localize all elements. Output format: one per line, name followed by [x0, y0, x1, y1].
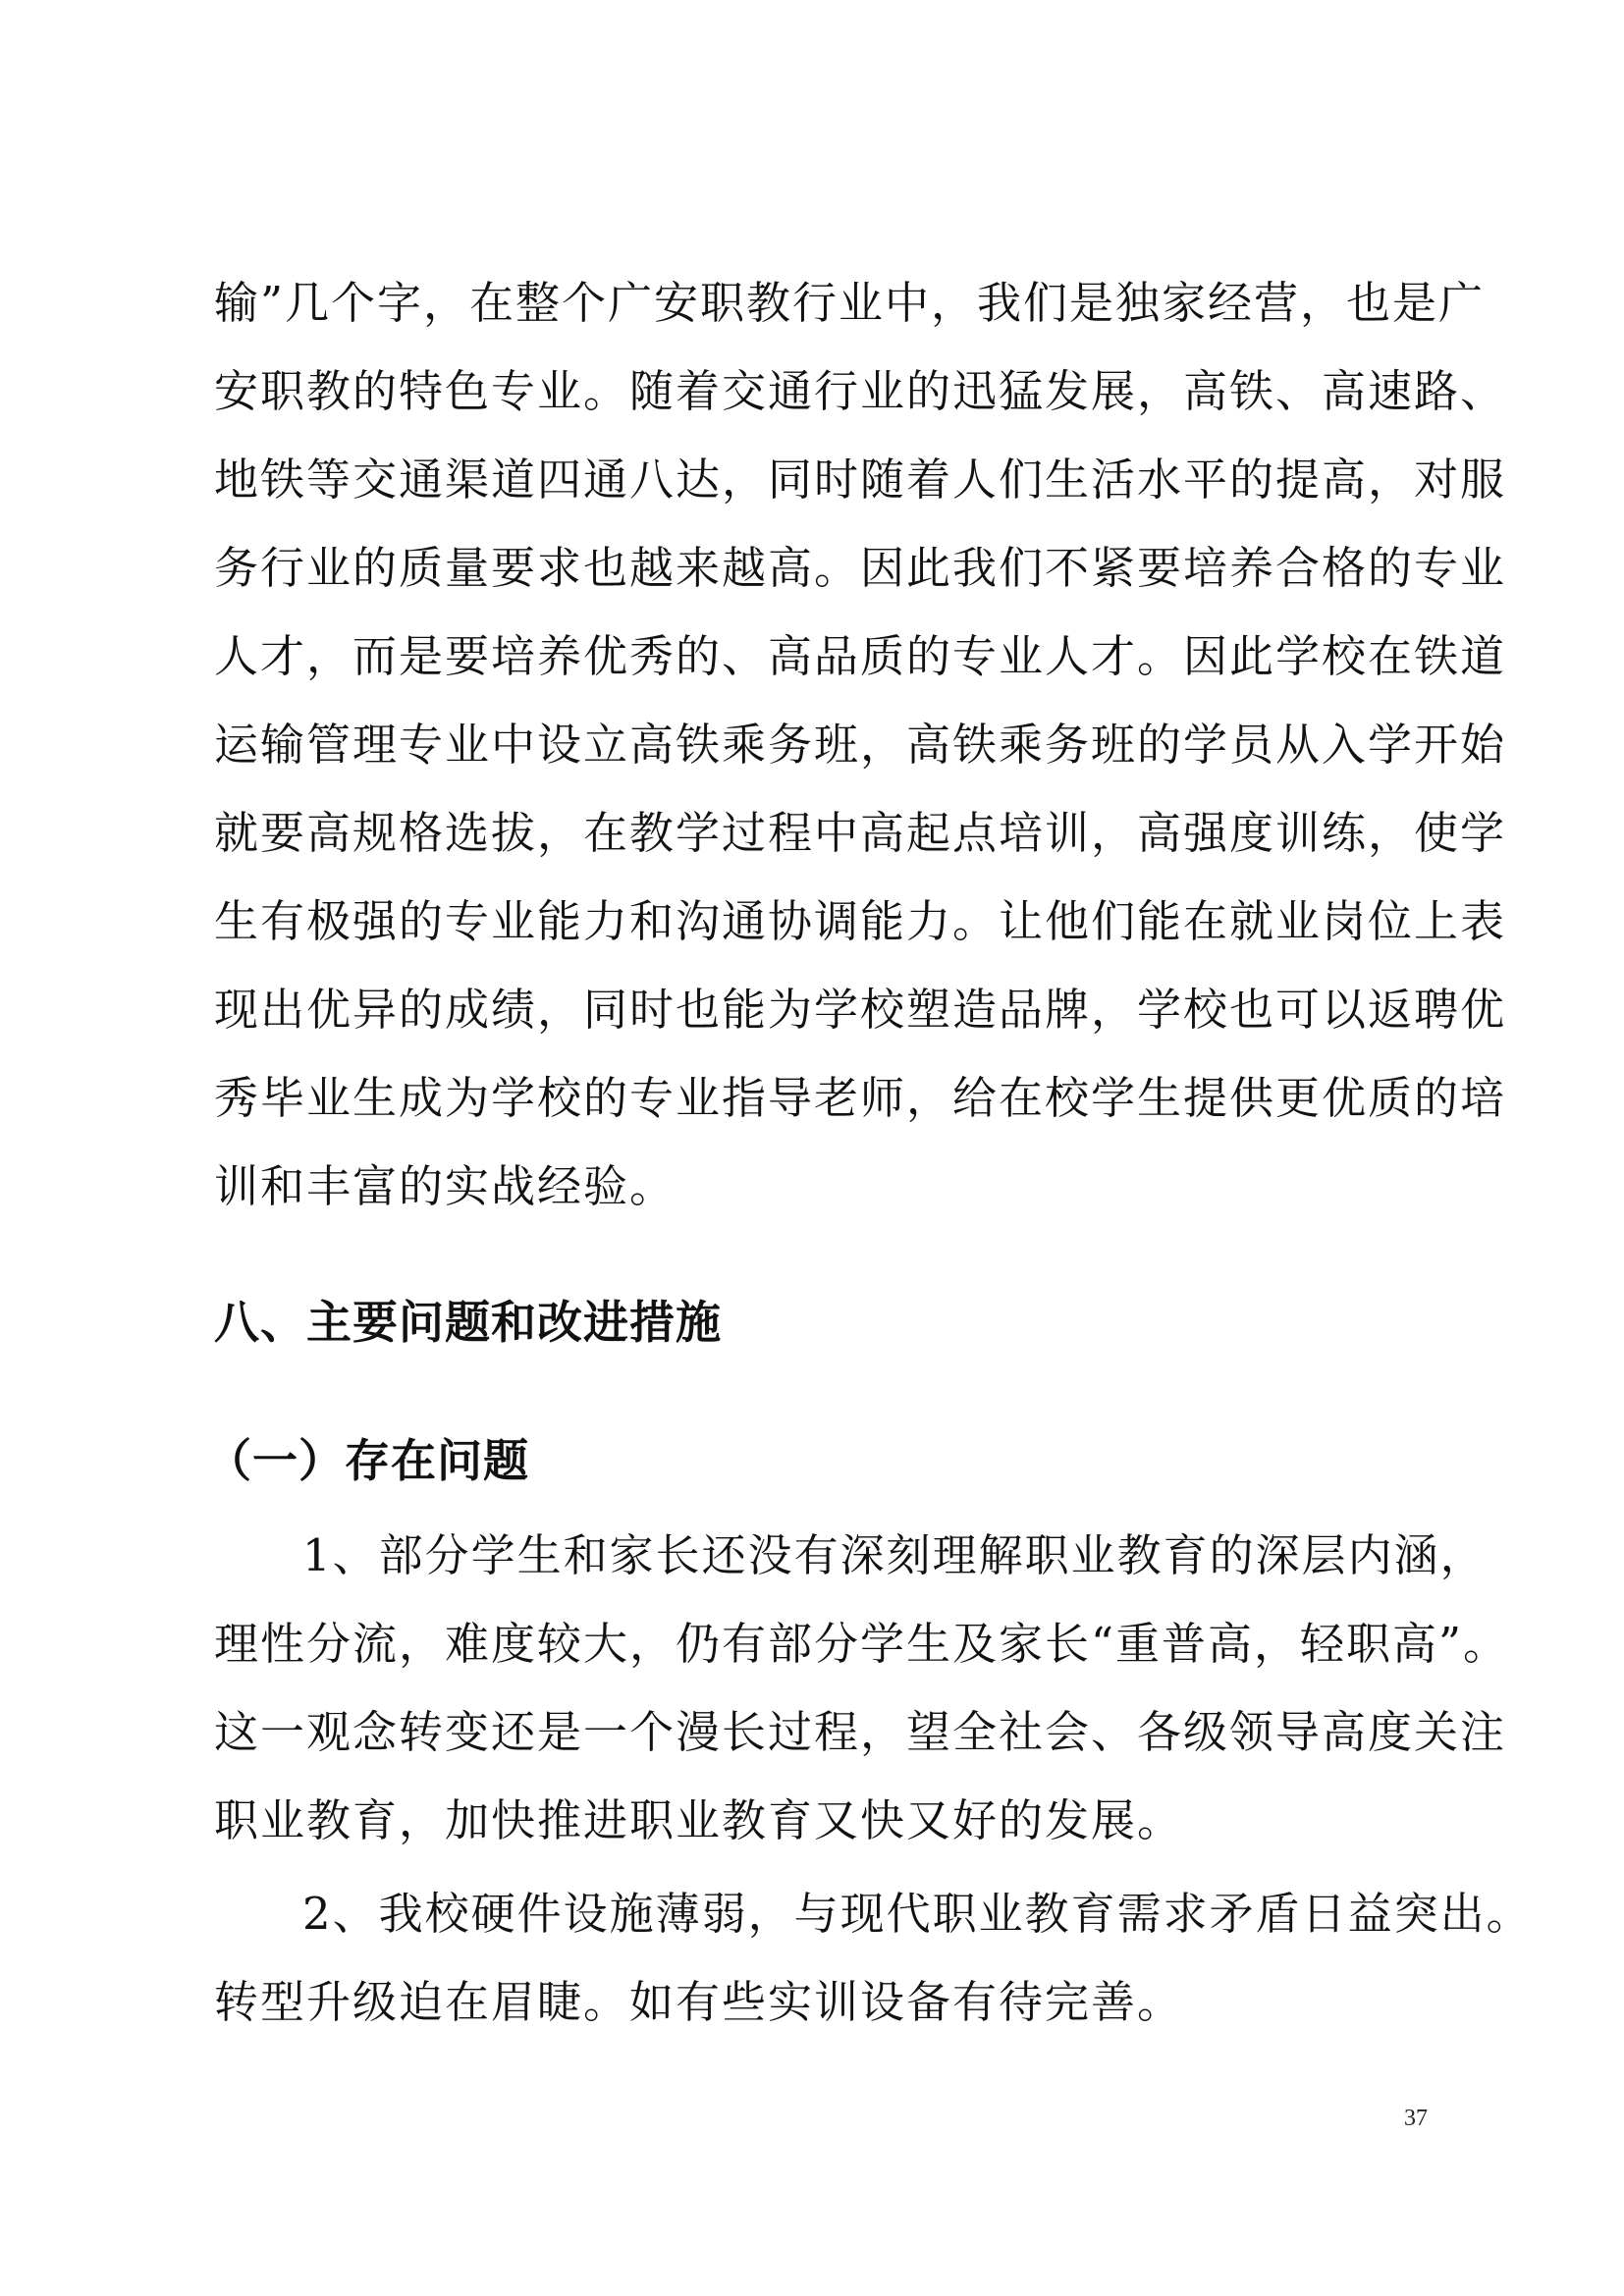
text-line: 理性分流，难度较大，仍有部分学生及家长“重普高，轻职高”。: [214, 1618, 1510, 1670]
text-line: 秀毕业生成为学校的专业指导老师，给在校学生提供更优质的培: [214, 1072, 1507, 1124]
issue-item-1: [214, 1512, 1510, 1865]
text-line: 就要高规格选拔，在教学过程中高起点培训，高强度训练，使学: [214, 807, 1507, 859]
text-line: 安职教的特色专业。随着交通行业的迅猛发展，高铁、高速路、: [214, 365, 1507, 417]
text-line: 1、部分学生和家长还没有深刻理解职业教育的深层内涵，: [302, 1529, 1487, 1581]
paragraph-continuation: [214, 259, 1507, 1231]
text-line: 这一观念转变还是一个漫长过程，望全社会、各级领导高度关注: [214, 1706, 1507, 1758]
text-line: 输”几个字，在整个广安职教行业中，我们是独家经营，也是广: [214, 277, 1486, 329]
text-line: 地铁等交通渠道四通八达，同时随着人们生活水平的提高，对服: [214, 454, 1507, 506]
text-line: 运输管理专业中设立高铁乘务班，高铁乘务班的学员从入学开始: [214, 719, 1507, 771]
text-line: 人才，而是要培养优秀的、高品质的专业人才。因此学校在铁道: [214, 630, 1507, 682]
text-line: 现出优异的成绩，同时也能为学校塑造品牌，学校也可以返聘优: [214, 984, 1507, 1036]
issue-item-2: [214, 1870, 1533, 2047]
text-line: 2、我校硬件设施薄弱，与现代职业教育需求矛盾日益突出。: [302, 1888, 1533, 1940]
text-line: 务行业的质量要求也越来越高。因此我们不紧要培养合格的专业: [214, 542, 1507, 594]
text-line: 职业教育，加快推进职业教育又快又好的发展。: [214, 1794, 1184, 1846]
text-line: 生有极强的专业能力和沟通协调能力。让他们能在就业岗位上表: [214, 895, 1507, 947]
subsection-heading: （一）存在问题: [206, 1434, 529, 1487]
page-number: 37: [1404, 2106, 1428, 2131]
section-heading: 八、主要问题和改进措施: [214, 1296, 722, 1349]
text-line: 转型升级迫在眉睫。如有些实训设备有待完善。: [214, 1976, 1184, 2028]
text-line: 训和丰富的实战经验。: [214, 1160, 677, 1212]
